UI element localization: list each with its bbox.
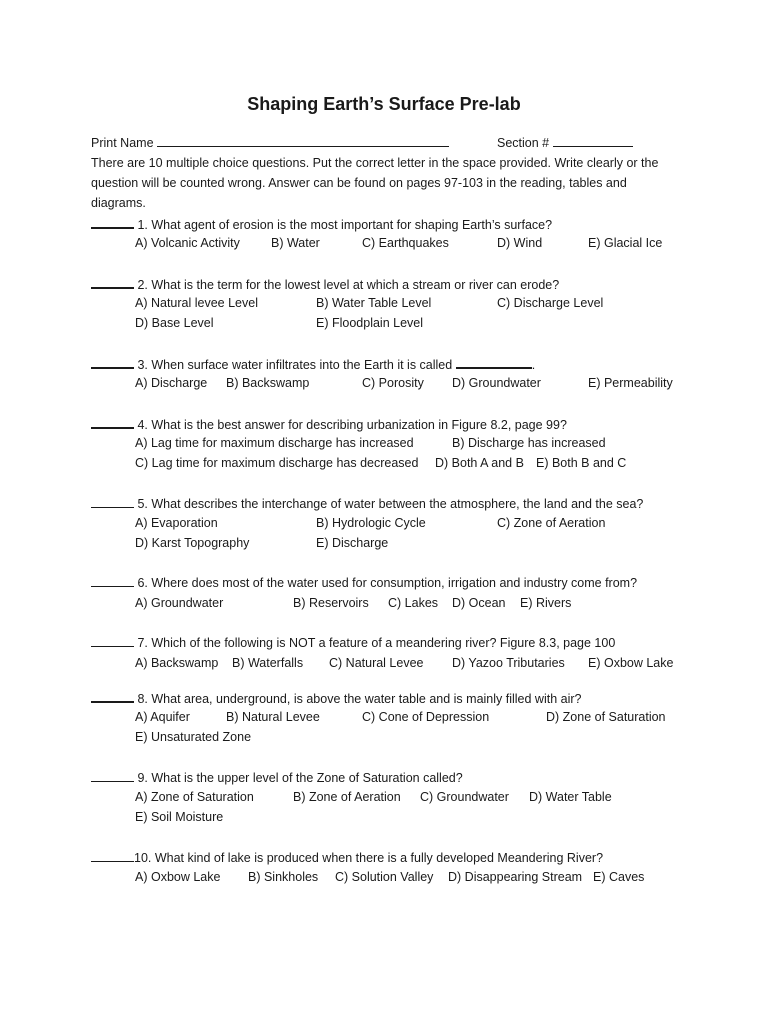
q7-option-b: B) Waterfalls [232,656,304,670]
answer-blank-8[interactable] [91,690,134,703]
q10-option-a: A) Oxbow Lake [135,870,221,884]
q9-option-d: D) Water Table [529,790,612,804]
q3-option-b: B) Backswamp [226,376,310,390]
q6-option-b: B) Reservoirs [293,596,369,610]
q10-option-c: C) Solution Valley [335,870,434,884]
page-title: Shaping Earth’s Surface Pre-lab [247,94,521,114]
q6-option-c: C) Lakes [388,596,439,610]
answer-blank-9[interactable] [91,770,134,782]
q1-option-e: E) Glacial Ice [588,236,663,250]
question-3-end: . [531,358,536,372]
q3-option-d: D) Groundwater [452,376,541,390]
q1-option-a: A) Volcanic Activity [135,236,240,250]
fill-in-blank-3[interactable] [456,356,532,369]
answer-blank-3[interactable] [91,356,134,369]
question-7-text: 7. Which of the following is NOT a feature of a meandering river? Figure 8.3, page 100 [137,636,616,650]
question-3 [91,356,535,372]
q1-option-c: C) Earthquakes [362,236,449,250]
print-name-label: Print Name [91,136,154,150]
q2-option-a: A) Natural levee Level [135,296,258,310]
q7-option-a: A) Backswamp [135,656,219,670]
section-row [497,135,633,150]
q1-option-d: D) Wind [497,236,543,250]
q3-option-a: A) Discharge [135,376,208,390]
print-name-row [91,135,449,150]
question-6 [91,575,637,590]
question-10 [91,850,603,865]
q1-option-b: B) Water [271,236,320,250]
print-name-field[interactable] [157,135,449,147]
question-9 [91,770,463,785]
question-3-text: 3. When surface water infiltrates into the Earth it is called [137,358,453,372]
question-7 [91,635,615,650]
q3-option-e: E) Permeability [588,376,673,390]
q8-option-e: E) Unsaturated Zone [135,730,252,744]
q9-option-e: E) Soil Moisture [135,810,224,824]
q2-option-c: C) Discharge Level [497,296,604,310]
q9-option-c: C) Groundwater [420,790,509,804]
q5-option-c: C) Zone of Aeration [497,516,606,530]
q2-option-e: E) Floodplain Level [316,316,424,330]
question-5 [91,496,643,511]
q4-option-d: D) Both A and B [435,456,524,470]
q3-option-c: C) Porosity [362,376,424,390]
answer-blank-1[interactable] [91,216,134,229]
question-10-text: 10. What kind of lake is produced when there is a fully developed Meandering River? [134,851,604,865]
answer-blank-5[interactable] [91,496,134,508]
q10-option-e: E) Caves [593,870,645,884]
answer-blank-7[interactable] [91,635,134,647]
q6-option-e: E) Rivers [520,596,572,610]
q9-option-a: A) Zone of Saturation [135,790,254,804]
q2-option-b: B) Water Table Level [316,296,432,310]
instructions-line-3: diagrams. [91,196,146,210]
question-9-text: 9. What is the upper level of the Zone of Saturation called? [137,771,463,785]
answer-blank-4[interactable] [91,416,134,429]
q5-option-e: E) Discharge [316,536,389,550]
question-8 [91,690,581,706]
q5-option-b: B) Hydrologic Cycle [316,516,426,530]
question-2 [91,276,559,292]
answer-blank-2[interactable] [91,276,134,289]
question-4 [91,416,567,432]
q8-option-d: D) Zone of Saturation [546,710,666,724]
q4-option-c: C) Lag time for maximum discharge has decreased [135,456,419,470]
q6-option-d: D) Ocean [452,596,506,610]
answer-blank-6[interactable] [91,575,134,587]
q8-option-c: C) Cone of Depression [362,710,490,724]
q4-option-b: B) Discharge has increased [452,436,606,450]
question-1-text: 1. What agent of erosion is the most important for shaping Earth’s surface? [137,218,553,232]
q7-option-c: C) Natural Levee [329,656,424,670]
question-1 [91,216,552,232]
q10-option-b: B) Sinkholes [248,870,319,884]
q5-option-a: A) Evaporation [135,516,218,530]
q7-option-e: E) Oxbow Lake [588,656,674,670]
question-8-text: 8. What area, underground, is above the water table and is mainly filled with air? [137,692,582,706]
q6-option-a: A) Groundwater [135,596,224,610]
q4-option-a: A) Lag time for maximum discharge has increased [135,436,414,450]
q5-option-d: D) Karst Topography [135,536,250,550]
q4-option-e: E) Both B and C [536,456,627,470]
section-field[interactable] [553,135,633,147]
q8-option-b: B) Natural Levee [226,710,320,724]
question-2-text: 2. What is the term for the lowest level at which a stream or river can erode? [137,278,560,292]
instructions-line-2: question will be counted wrong. Answer can be found on pages 97-103 in the reading, tables and [91,176,627,190]
q8-option-a: A) Aquifer [135,710,190,724]
section-label: Section # [497,136,550,150]
q7-option-d: D) Yazoo Tributaries [452,656,565,670]
answer-blank-10[interactable] [91,850,134,862]
q2-option-d: D) Base Level [135,316,214,330]
q10-option-d: D) Disappearing Stream [448,870,583,884]
q9-option-b: B) Zone of Aeration [293,790,401,804]
instructions-line-1: There are 10 multiple choice questions. Put the correct letter in the space provided. Write clearly or the [91,156,659,170]
question-4-text: 4. What is the best answer for describing urbanization in Figure 8.2, page 99? [137,418,567,432]
question-6-text: 6. Where does most of the water used for consumption, irrigation and industry come from? [137,576,638,590]
question-5-text: 5. What describes the interchange of water between the atmosphere, the land and the sea? [137,497,644,511]
